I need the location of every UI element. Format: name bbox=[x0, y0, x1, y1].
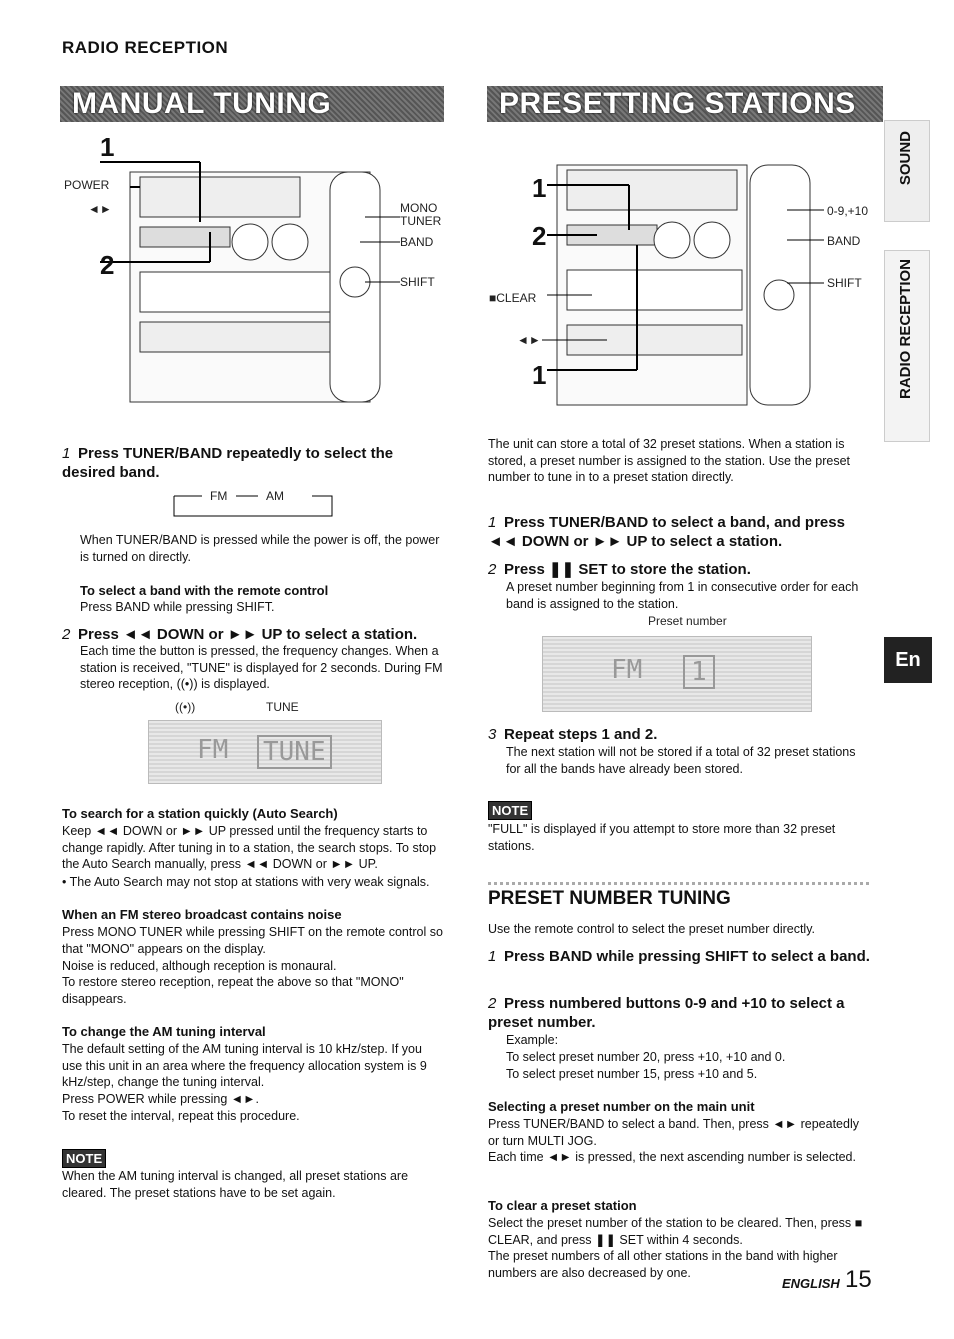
section-header: RADIO RECEPTION bbox=[62, 38, 229, 57]
shift-label: SHIFT bbox=[400, 275, 435, 289]
note-badge: NOTE bbox=[62, 1149, 106, 1168]
tuning-step-2 bbox=[488, 994, 871, 1032]
arrows-label: ◄► bbox=[517, 333, 541, 347]
footer-language: ENGLISH bbox=[782, 1276, 840, 1291]
radio-tab-label: RADIO RECEPTION bbox=[897, 259, 914, 400]
step-number: 2 bbox=[62, 626, 71, 643]
presetting-banner: PRESETTING STATIONS bbox=[487, 86, 883, 122]
main-unit-title: Selecting a preset number on the main unit bbox=[488, 1099, 755, 1114]
noise-text3: To restore stereo reception, repeat the above so that "MONO" disappears. bbox=[62, 975, 404, 1006]
step-text: Repeat steps 1 and 2. bbox=[504, 726, 658, 743]
example-label: Example: bbox=[506, 1033, 559, 1047]
lcd-tune: TUNE bbox=[257, 735, 332, 769]
step-number: 1 bbox=[488, 948, 497, 965]
note-text: "FULL" is displayed if you attempt to store more than 32 preset stations. bbox=[488, 822, 836, 853]
sound-tab-label: SOUND bbox=[897, 131, 914, 186]
note-badge: NOTE bbox=[488, 801, 532, 820]
preset-step3-body: The next station will not be stored if a total of 32 preset stations for all the bands have already been stored. bbox=[506, 745, 856, 776]
preset-number-label: Preset number bbox=[648, 614, 727, 628]
step-number: 1 bbox=[62, 445, 71, 462]
display-preset bbox=[542, 636, 812, 712]
power-label: POWER bbox=[64, 178, 110, 192]
band-label: BAND bbox=[400, 235, 434, 249]
auto-search-text: Keep ◄◄ DOWN or ►► UP pressed until the frequency starts to change rapidly. After tuning in to a station, the search stops. To stop the Auto Search manually, press ◄◄ DOWN or ►► UP. bbox=[62, 824, 437, 871]
section-divider bbox=[488, 882, 870, 885]
callout-1b: 1 bbox=[532, 360, 547, 390]
sound-tab bbox=[884, 120, 930, 222]
lcd-preset-number: 1 bbox=[683, 655, 715, 689]
example-1: To select preset number 20, press +10, +10 and 0. bbox=[506, 1050, 786, 1064]
remote-band-text: Press BAND while pressing SHIFT. bbox=[80, 600, 275, 614]
clear-title: To clear a preset station bbox=[488, 1198, 637, 1213]
step-text: Press TUNER/BAND to select a band, and press ◄◄ DOWN or ►► UP to select a station. bbox=[488, 514, 845, 550]
noise-text2: Noise is reduced, although reception is monaural. bbox=[62, 959, 337, 973]
stereo-unit-drawing bbox=[60, 132, 445, 412]
example-2: To select preset number 15, press +10 and 5. bbox=[506, 1067, 758, 1081]
presetting-intro: The unit can store a total of 32 preset stations. When a station is stored, a preset number is assigned to the station. Use the preset number to tune in to a preset station directly. bbox=[488, 437, 851, 484]
lcd-fm: FM bbox=[611, 655, 643, 685]
auto-search-bullet: • The Auto Search may not stop at stations with very weak signals. bbox=[62, 875, 430, 889]
am-interval-text3: To reset the interval, repeat this procedure. bbox=[62, 1109, 300, 1123]
preset-tuning-title: PRESET NUMBER TUNING bbox=[488, 888, 731, 909]
page-number: 15 bbox=[845, 1266, 872, 1293]
manual-step-2 bbox=[62, 625, 447, 644]
preset-step-3 bbox=[488, 725, 871, 744]
am-interval-text1: The default setting of the AM tuning interval is 10 kHz/step. If you use this unit in an area where the frequency allocation system is 9 kHz/step, change the tuning interval. bbox=[62, 1042, 427, 1089]
band-label: BAND bbox=[827, 234, 861, 248]
noise-text1: Press MONO TUNER while pressing SHIFT on the remote control so that "MONO" appears on the display. bbox=[62, 925, 443, 956]
tuning-step-1 bbox=[488, 947, 871, 966]
preset-step-2 bbox=[488, 560, 871, 579]
callout-2: 2 bbox=[532, 221, 547, 251]
fm-label: FM bbox=[210, 489, 228, 503]
clear-text1: Select the preset number of the station to be cleared. Then, press ■ CLEAR, and press ❚❚ SET within 4 seconds. bbox=[488, 1216, 863, 1247]
manual-tuning-banner: MANUAL TUNING bbox=[60, 86, 444, 122]
callout-1: 1 bbox=[100, 132, 115, 162]
step-text: Press numbered buttons 0-9 and +10 to select a preset number. bbox=[488, 995, 845, 1031]
remote-band-title: To select a band with the remote control bbox=[80, 583, 329, 598]
digits-label: 0-9,+10 bbox=[827, 204, 869, 218]
preset-step2-body: A preset number beginning from 1 in consecutive order for each band is assigned to the station. bbox=[506, 580, 859, 611]
presetting-illustration bbox=[487, 155, 871, 415]
fm-am-diagram bbox=[172, 488, 334, 518]
preset-tuning-intro: Use the remote control to select the preset number directly. bbox=[488, 922, 816, 936]
clear-text2: The preset numbers of all other stations in the band with higher numbers are also decreased by one. bbox=[488, 1249, 838, 1280]
auto-search-title: To search for a station quickly (Auto Search) bbox=[62, 806, 338, 821]
main-unit-text2: Each time ◄► is pressed, the next ascending number is selected. bbox=[488, 1150, 856, 1164]
noise-title: When an FM stereo broadcast contains noise bbox=[62, 907, 342, 922]
step2-body: Each time the button is pressed, the frequency changes. When a station is received, "TUNE" is displayed for 2 seconds. During FM stereo reception, ((•)) is displayed. bbox=[80, 644, 443, 691]
step-number: 2 bbox=[488, 995, 497, 1012]
step-number: 3 bbox=[488, 726, 497, 743]
stereo-indicator: ((•)) bbox=[175, 700, 196, 714]
step-text: Press ◄◄ DOWN or ►► UP to select a station. bbox=[78, 626, 418, 643]
shift-label: SHIFT bbox=[827, 276, 862, 290]
step-text: Press BAND while pressing SHIFT to select a band. bbox=[504, 948, 870, 965]
step-text: Press TUNER/BAND repeatedly to select the desired band. bbox=[62, 445, 394, 481]
main-unit-text1: Press TUNER/BAND to select a band. Then, press ◄► repeatedly or turn MULTI JOG. bbox=[488, 1117, 859, 1148]
callout-2: 2 bbox=[100, 250, 115, 280]
step1-body: When TUNER/BAND is pressed while the power is off, the power is turned on directly. bbox=[80, 533, 440, 564]
arrows-label: ◄► bbox=[88, 202, 112, 216]
am-interval-title: To change the AM tuning interval bbox=[62, 1024, 266, 1039]
band-cycle-arrows bbox=[172, 488, 334, 518]
language-tab: En bbox=[884, 637, 932, 683]
note-text: When the AM tuning interval is changed, all preset stations are cleared. The preset stations have to be set again. bbox=[62, 1169, 409, 1200]
display-fm-tune bbox=[148, 720, 382, 784]
am-interval-text2: Press POWER while pressing ◄►. bbox=[62, 1092, 260, 1106]
am-label: AM bbox=[266, 489, 284, 503]
step-number: 2 bbox=[488, 561, 497, 578]
step-number: 1 bbox=[488, 514, 497, 531]
callout-1: 1 bbox=[532, 173, 547, 203]
preset-step-1 bbox=[488, 513, 871, 551]
step-text: Press ❚❚ SET to store the station. bbox=[504, 561, 751, 578]
radio-tab bbox=[884, 250, 930, 442]
lcd-fm: FM bbox=[197, 735, 229, 765]
mono-tuner-label: MONO TUNER bbox=[400, 201, 442, 228]
manual-step-1 bbox=[62, 444, 447, 482]
tune-label: TUNE bbox=[266, 700, 299, 714]
manual-tuning-illustration bbox=[60, 132, 445, 412]
clear-label: ■CLEAR bbox=[489, 291, 537, 305]
